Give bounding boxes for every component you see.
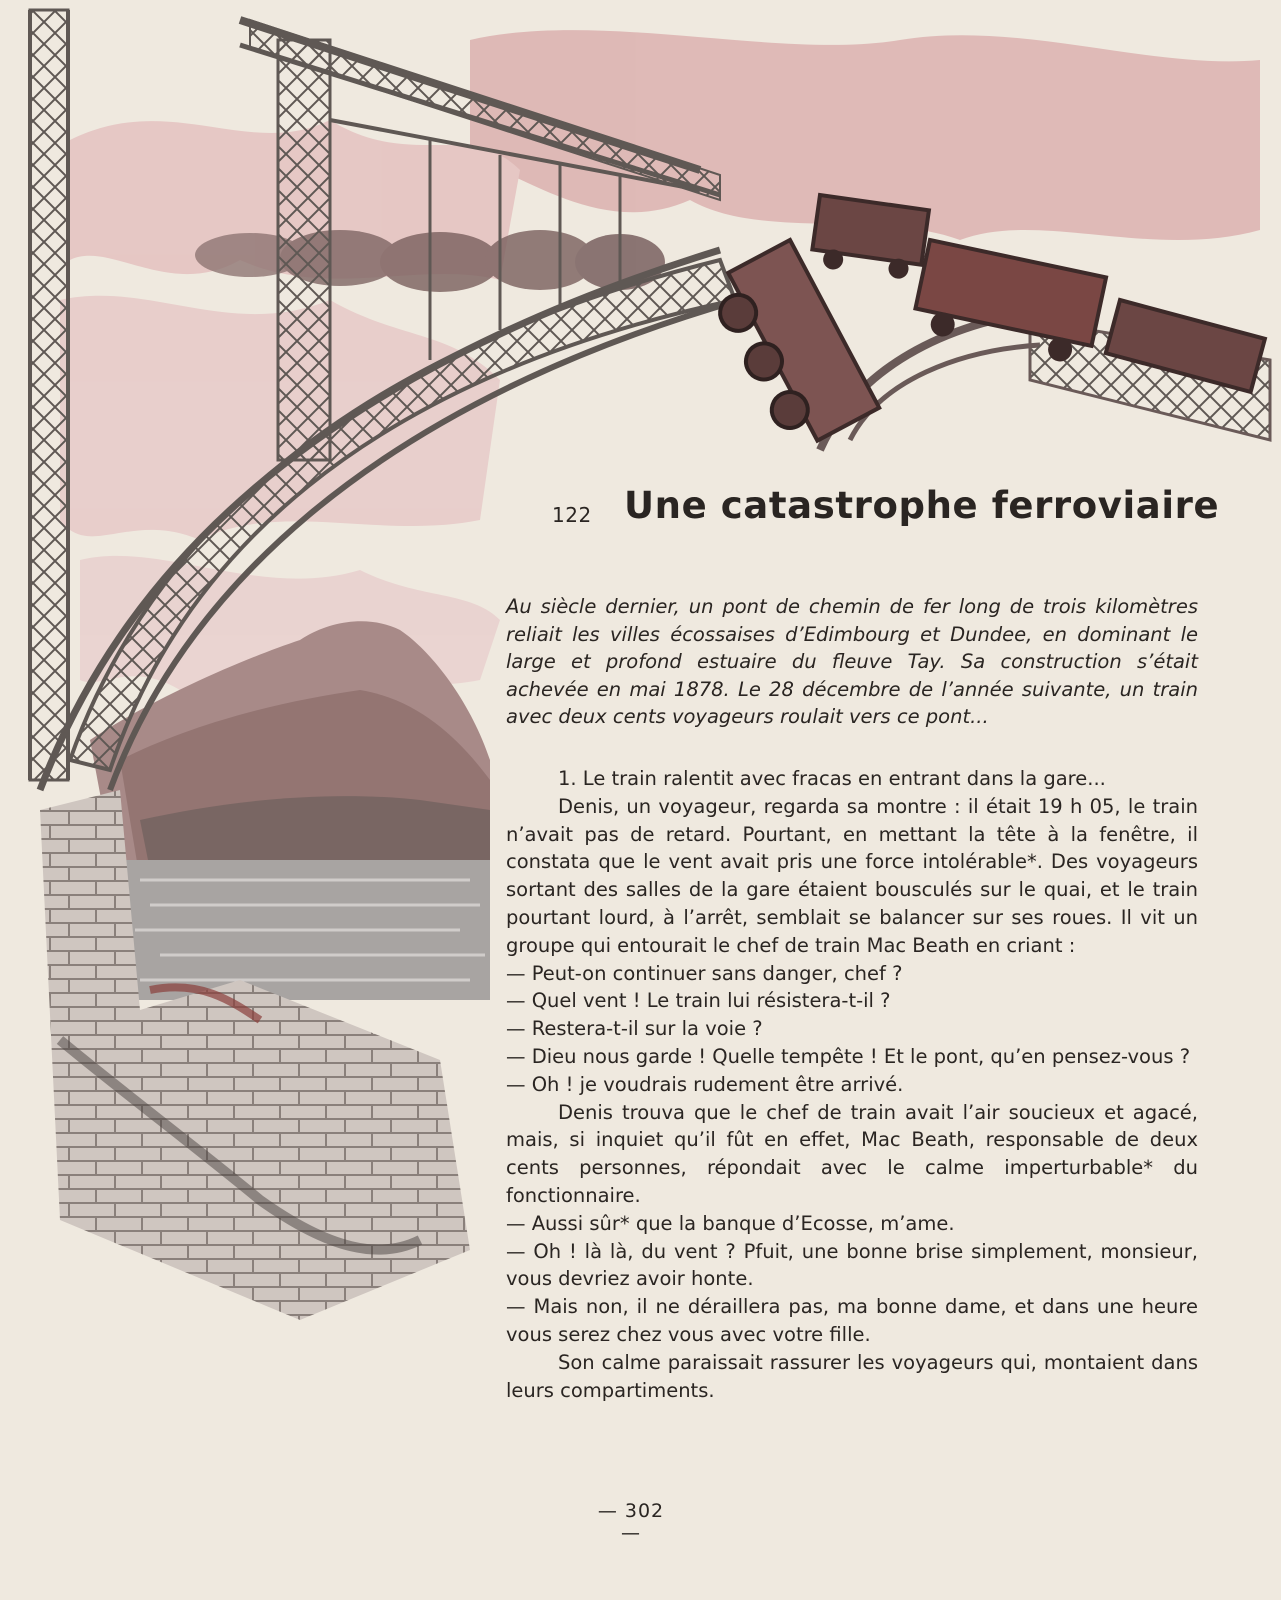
story-text xyxy=(506,765,1198,1404)
dialogue-line: — Restera-t-il sur la voie ? xyxy=(506,1017,763,1041)
story-paragraph: Son calme paraissait rassurer les voyageurs qui, montaient dans leurs compartiments. xyxy=(506,1350,1198,1402)
page-number: — 302 — xyxy=(597,1500,665,1544)
dialogue-line: — Peut-on continuer sans danger, chef ? xyxy=(506,961,903,985)
dialogue-line: — Oh ! je voudrais rudement être arrivé. xyxy=(506,1072,904,1096)
dialogue-line: — Aussi sûr* que la banque d’Ecosse, m’ame. xyxy=(506,1211,955,1235)
dialogue-line: — Oh ! là là, du vent ? Pfuit, une bonne brise simplement, monsieur, vous devriez avoir honte. xyxy=(506,1239,1198,1291)
dialogue-line: — Mais non, il ne déraillera pas, ma bonne dame, et dans une heure vous serez chez vous avec votre fille. xyxy=(506,1295,1198,1346)
intro-paragraph: Au siècle dernier, un pont de chemin de fer long de trois kilomètres reliait les villes écossaises d’Edimbourg et Dundee, en dominant le large et profond estuaire du fleuve Tay. Sa construction s’était achevée en mai 1878. Le 28 décembre de l’année suivante, un train avec deux cents voyageurs roulait vers ce pont... xyxy=(506,595,1198,729)
left-pylon xyxy=(30,10,68,780)
story-paragraph: Denis trouva que le chef de train avait l’air soucieux et agacé, mais, si inquiet qu’il fût en effet, Mac Beath, responsable de deux cents personnes, répondait avec le calme imperturbable* du fonctionnaire. xyxy=(506,1100,1198,1207)
dialogue-line: — Dieu nous garde ! Quelle tempête ! Et le pont, qu’en pensez-vous ? xyxy=(506,1044,1191,1068)
dialogue-line: — Quel vent ! Le train lui résistera-t-il ? xyxy=(506,989,891,1013)
story-paragraph: Denis, un voyageur, regarda sa montre : il était 19 h 05, le train n’avait pas de retard. Pourtant, en mettant la tête à la fenêtre, il constata que le vent avait pris une force intolérable*. Des voyageurs sortant des salles de la gare étaient bousculés sur le quai, et le train pourtant lourd, à l’arrêt, semblait se balancer sur ses roues. Il vit un groupe qui entourait le chef de train Mac Beath en criant : xyxy=(506,794,1198,957)
lesson-title: Une catastrophe ferroviaire xyxy=(624,484,1220,527)
lesson-number: 122 xyxy=(552,503,592,527)
river-water xyxy=(120,860,490,1000)
story-paragraph: 1. Le train ralentit avec fracas en entrant dans la gare... xyxy=(558,767,1106,790)
